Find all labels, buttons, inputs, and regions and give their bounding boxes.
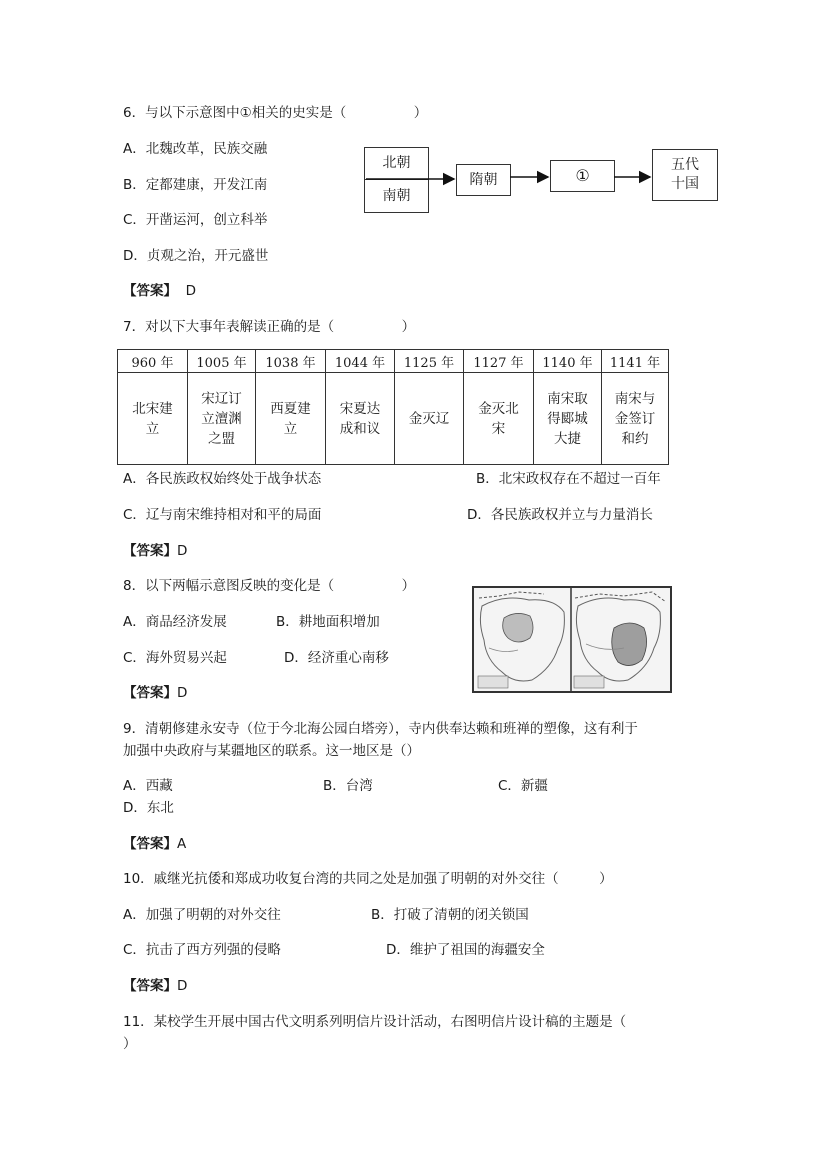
five-dynasties-line1: 五代 [671,157,699,173]
diagram-arrows [0,0,823,260]
economic-maps-figure [472,586,672,693]
event-text: 南宋与 [614,390,656,407]
answer-label: 【答案】 [123,685,177,701]
answer-label: 【答案】 [123,283,177,299]
q10-option-b: B．打破了清朝的闭关锁国 [371,907,529,923]
event-cell [256,373,326,465]
q8-option-d: D．经济重心南移 [284,650,389,666]
q6-stem: 6．与以下示意图中①相关的史实是（ ） [123,105,428,121]
year-cell: 1140 年 [534,350,602,373]
answer-value: D [177,543,188,559]
event-text: 立 [283,420,298,437]
q6-option-d: D．贞观之治，开元盛世 [123,248,269,264]
q9-stem-line2: 加强中央政府与某疆地区的联系。这一地区是（） [123,743,420,759]
north-dynasty: 北朝 [365,148,428,180]
two-china-maps [474,588,670,691]
q11-stem-line2: ） [123,1036,137,1052]
q7-option-d: D．各民族政权并立与力量消长 [467,507,653,523]
answer-value: D [177,685,188,701]
q8-stem: 8．以下两幅示意图反映的变化是（ ） [123,578,416,594]
event-text: 之盟 [208,430,235,447]
q7-option-a: A．各民族政权始终处于战争状态 [123,471,322,487]
q8-answer [123,681,187,701]
q10-option-a: A．加强了明朝的对外交往 [123,907,281,923]
event-text: 和约 [621,430,649,447]
event-text: 南宋取 [547,390,588,407]
event-cell [534,373,602,465]
timeline-table [117,349,669,465]
event-cell [395,373,464,465]
event-text: 得郾城 [547,410,588,427]
event-text: 立澶渊 [201,410,242,427]
q9-option-c: C．新疆 [498,778,548,794]
five-dynasties-line2: 十国 [671,176,699,192]
q9-option-d: D．东北 [123,800,174,816]
q9-option-a: A．西藏 [123,778,173,794]
event-text: 大捷 [554,430,581,447]
event-text: 成和议 [339,420,381,437]
event-text: 立 [145,420,160,437]
year-cell: 1125 年 [395,350,464,373]
event-text: 金灭辽 [408,410,450,427]
event-cell [188,373,256,465]
answer-label: 【答案】 [123,836,177,852]
event-cell [464,373,534,465]
event-text: 宋 [491,420,506,437]
q11-stem-line1: 11．某校学生开展中国古代文明系列明信片设计活动，右图明信片设计稿的主题是（ [123,1014,627,1030]
q8-option-c: C．海外贸易兴起 [123,650,227,666]
year-cell: 1044 年 [326,350,395,373]
q9-option-b: B．台湾 [323,778,373,794]
q10-option-c: C．抗击了西方列强的侵略 [123,942,281,958]
q6-option-a: A．北魏改革，民族交融 [123,141,268,157]
event-text: 北宋建 [132,400,173,417]
q8-option-b: B．耕地面积增加 [276,614,380,630]
event-cell [326,373,395,465]
event-text: 金签订 [614,410,656,427]
answer-value: D [185,283,196,299]
q6-option-c: C．开凿运河，创立科举 [123,212,268,228]
q9-answer [123,832,186,852]
event-cell [602,373,669,465]
year-cell: 1141 年 [602,350,669,373]
event-text: 宋辽订 [201,390,242,407]
timeline-event-row [118,373,669,465]
q10-answer [123,974,187,994]
sui-box: 隋朝 [456,164,511,196]
q8-option-a: A．商品经济发展 [123,614,227,630]
event-text: 金灭北 [478,400,519,417]
year-cell: 1127 年 [464,350,534,373]
event-text: 宋夏达 [339,400,381,417]
year-cell: 960 年 [118,350,188,373]
q7-answer [123,539,187,559]
south-dynasty: 南朝 [382,188,411,204]
answer-label: 【答案】 [123,978,177,994]
timeline-year-row [118,350,669,373]
q10-option-d: D．维护了祖国的海疆安全 [386,942,545,958]
q7-option-b: B．北宋政权存在不超过一百年 [476,471,661,487]
q6-answer [123,279,196,299]
year-cell: 1038 年 [256,350,326,373]
year-cell: 1005 年 [188,350,256,373]
answer-value: A [177,836,187,852]
event-text: 西夏建 [270,400,311,417]
q9-stem-line1: 9．清朝修建永安寺（位于今北海公园白塔旁），寺内供奉达赖和班禅的塑像，这有利于 [123,721,638,737]
q7-option-c: C．辽与南宋维持相对和平的局面 [123,507,322,523]
answer-label: 【答案】 [123,543,177,559]
event-cell [118,373,188,465]
unknown-dynasty-box: ① [550,160,615,192]
q7-stem: 7．对以下大事年表解读正确的是（ ） [123,319,416,335]
q10-stem: 10．戚继光抗倭和郑成功收复台湾的共同之处是加强了明朝的对外交往（ ） [123,871,613,887]
q6-option-b: B．定都建康，开发江南 [123,177,268,193]
answer-value: D [177,978,188,994]
